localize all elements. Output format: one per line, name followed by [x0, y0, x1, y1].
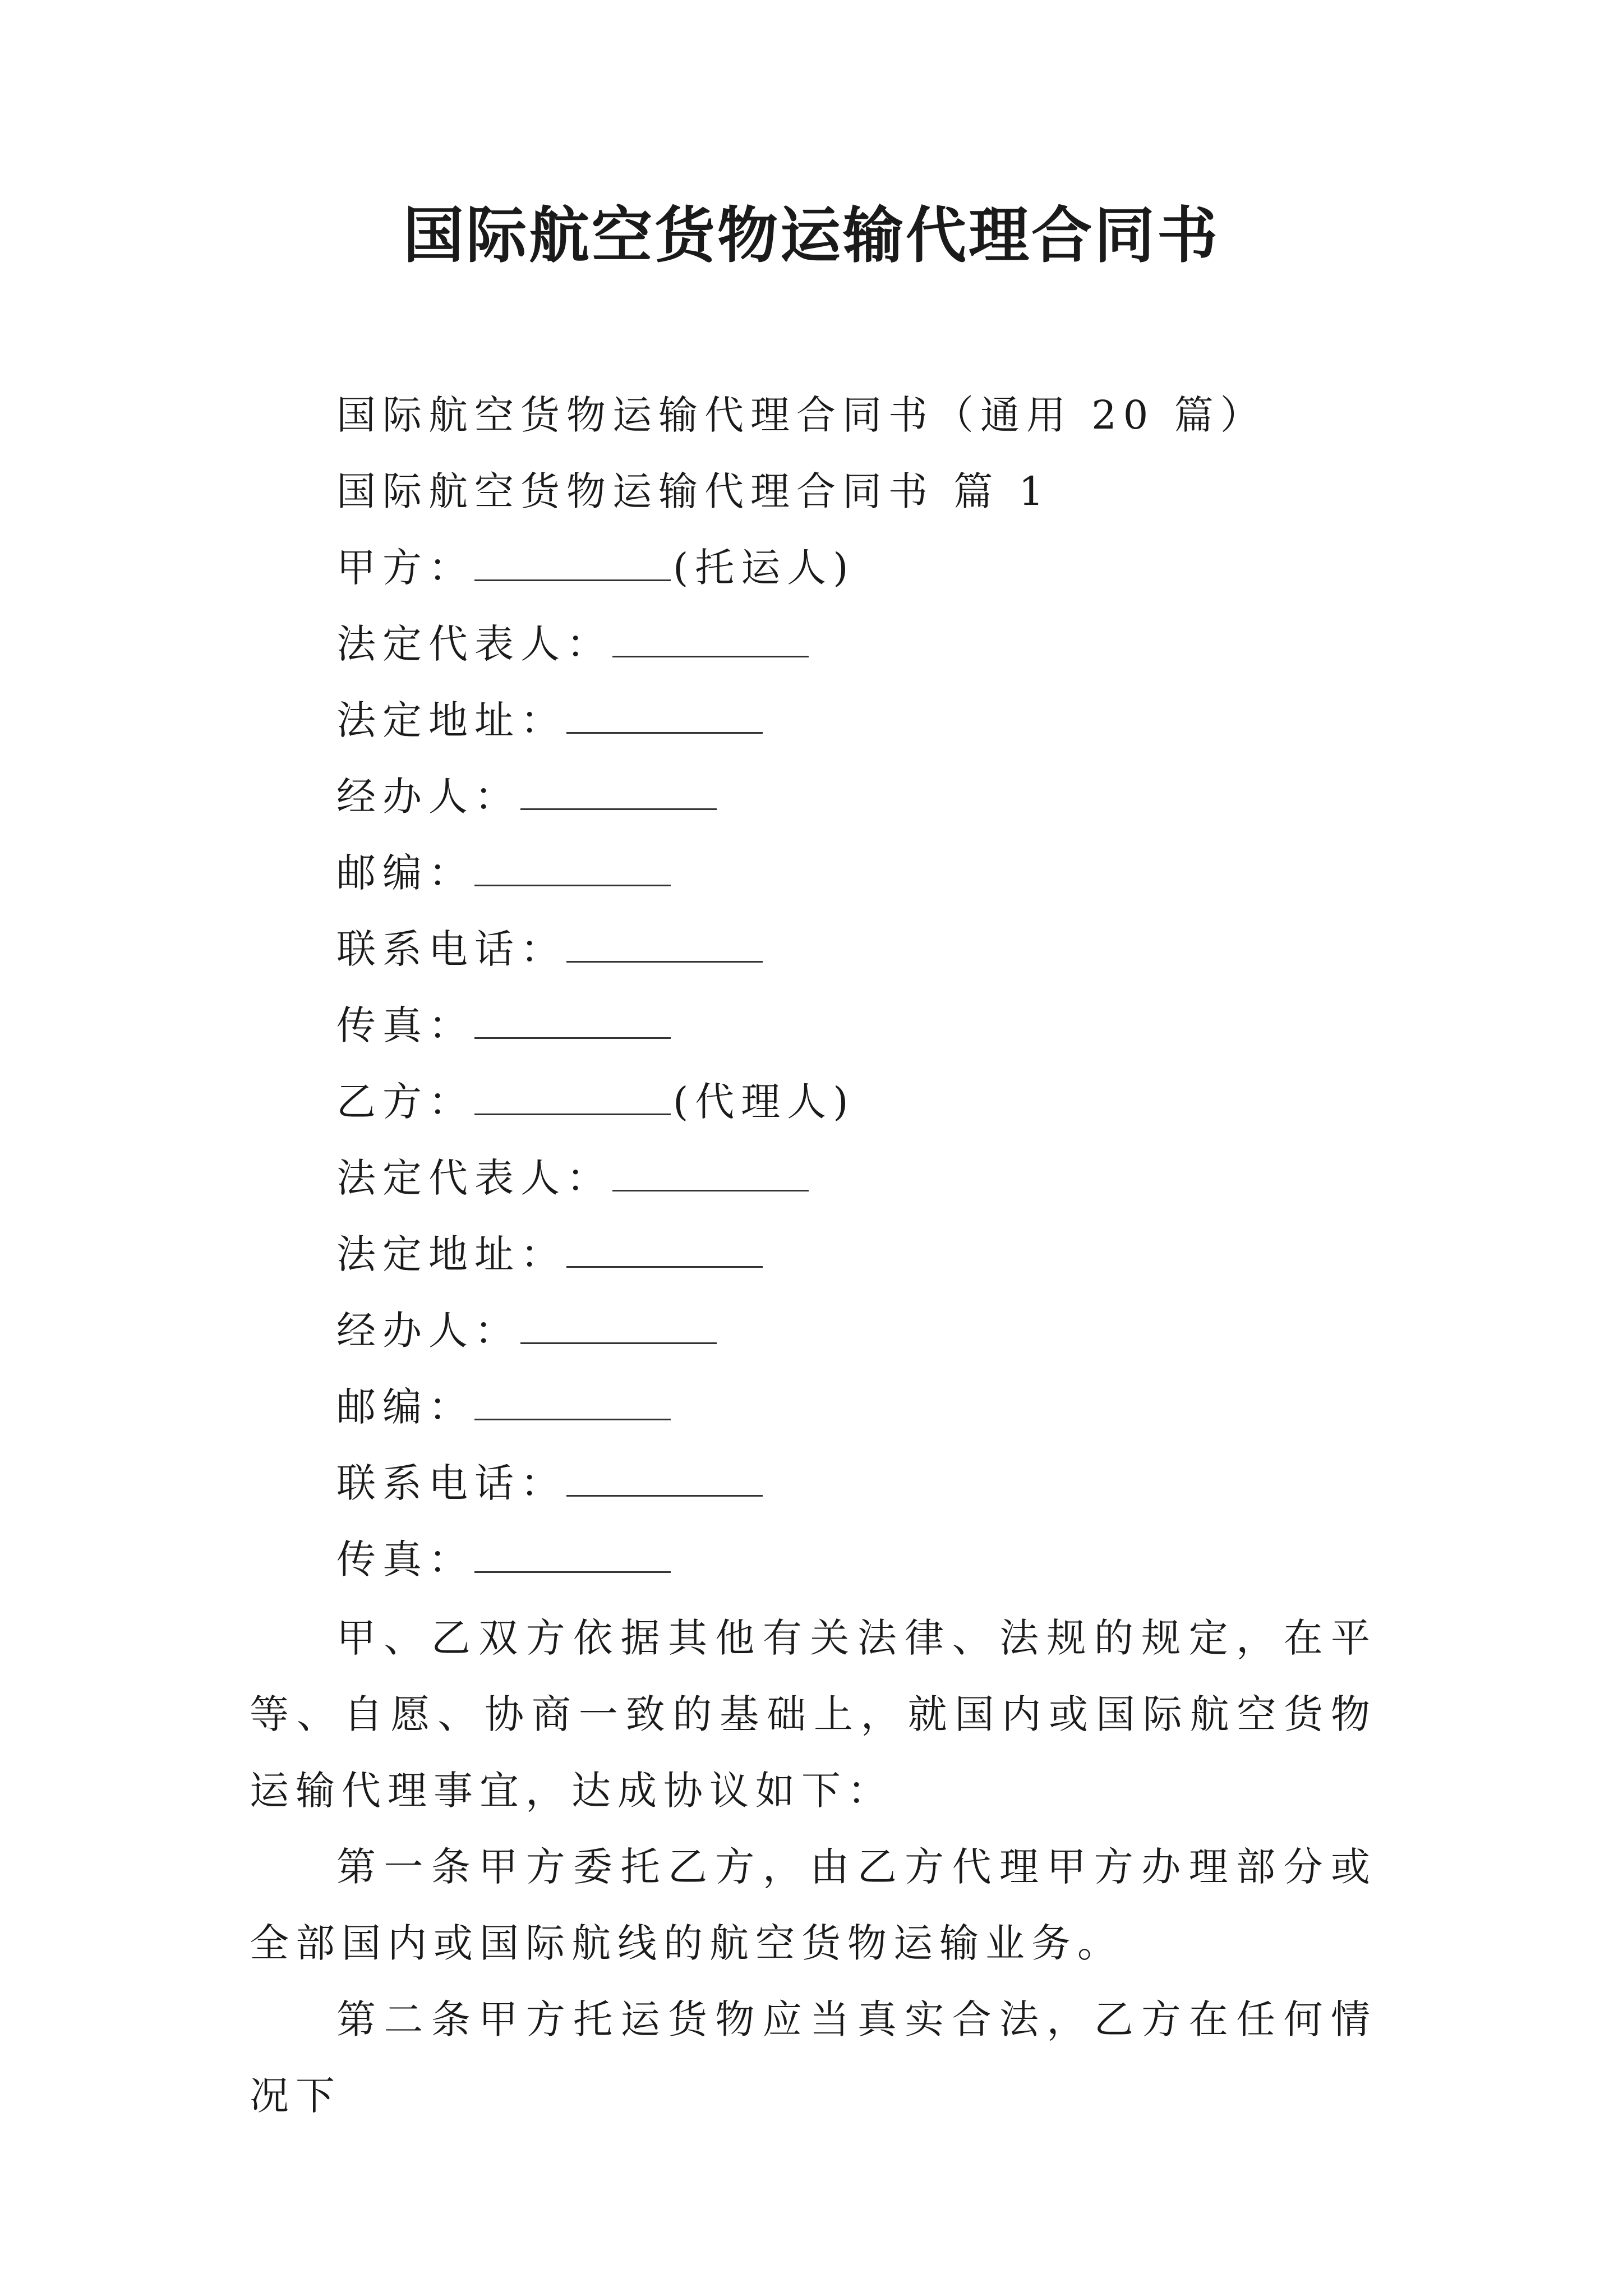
- paragraph-article-2: 第二条甲方托运货物应当真实合法，乙方在任何情况下: [250, 1996, 1377, 2119]
- document-subtitle: 国际航空货物运输代理合同书（通用 20 篇）: [336, 392, 1266, 438]
- field-label: 法定代表人：: [336, 1155, 612, 1201]
- party-a-line: [336, 540, 855, 596]
- field-blank: [474, 1005, 671, 1039]
- field-label: 经办人：: [336, 774, 520, 820]
- paragraph-article-1: 第一条甲方委托乙方，由乙方代理甲方办理部分或全部国内或国际航线的航空货物运输业务。: [250, 1844, 1377, 1966]
- party-a-legal-address: [336, 692, 765, 748]
- field-label: 法定代表人：: [336, 621, 612, 667]
- party-a-suffix: (托运人): [673, 545, 855, 591]
- document-title: 国际航空货物运输代理合同书: [403, 200, 1220, 271]
- party-b-suffix: (代理人): [673, 1079, 855, 1125]
- field-label: 法定地址：: [336, 697, 566, 743]
- field-blank: [474, 852, 671, 886]
- field-label: 联系电话：: [336, 926, 566, 972]
- field-label: 传真：: [336, 1002, 474, 1048]
- party-b-phone: [336, 1455, 765, 1511]
- field-blank: [566, 1234, 763, 1268]
- field-blank: [520, 1310, 717, 1344]
- field-label: 邮编：: [336, 1384, 474, 1430]
- party-b-legal-rep: [336, 1150, 811, 1206]
- party-a-blank: [474, 547, 671, 581]
- field-blank: [474, 1539, 671, 1573]
- field-label: 传真：: [336, 1536, 474, 1582]
- section-heading: 国际航空货物运输代理合同书 篇 1: [336, 468, 1051, 514]
- party-b-blank: [474, 1081, 671, 1115]
- field-label: 法定地址：: [336, 1231, 566, 1277]
- party-a-postcode: [336, 845, 673, 901]
- party-a-legal-rep: [336, 616, 811, 672]
- party-b-postcode: [336, 1379, 673, 1435]
- field-blank: [612, 623, 809, 657]
- party-b-line: [336, 1074, 855, 1130]
- party-b-handler: [336, 1303, 719, 1359]
- field-blank: [520, 776, 717, 810]
- field-blank: [474, 1386, 671, 1420]
- field-blank: [612, 1157, 809, 1191]
- field-blank: [566, 928, 763, 963]
- party-b-legal-address: [336, 1226, 765, 1282]
- field-label: 邮编：: [336, 850, 474, 896]
- party-b-fax: [336, 1531, 673, 1588]
- party-b-label: 乙方：: [336, 1079, 474, 1125]
- party-a-handler: [336, 769, 719, 825]
- field-label: 经办人：: [336, 1308, 520, 1354]
- party-a-label: 甲方：: [336, 545, 474, 591]
- party-a-fax: [336, 997, 673, 1053]
- field-blank: [566, 1462, 763, 1497]
- field-blank: [566, 700, 763, 734]
- party-a-phone: [336, 921, 765, 977]
- paragraph-preamble: 甲、乙双方依据其他有关法律、法规的规定，在平等、自愿、协商一致的基础上，就国内或国际航空货物运输代理事宜，达成协议如下：: [250, 1615, 1377, 1814]
- field-label: 联系电话：: [336, 1460, 566, 1506]
